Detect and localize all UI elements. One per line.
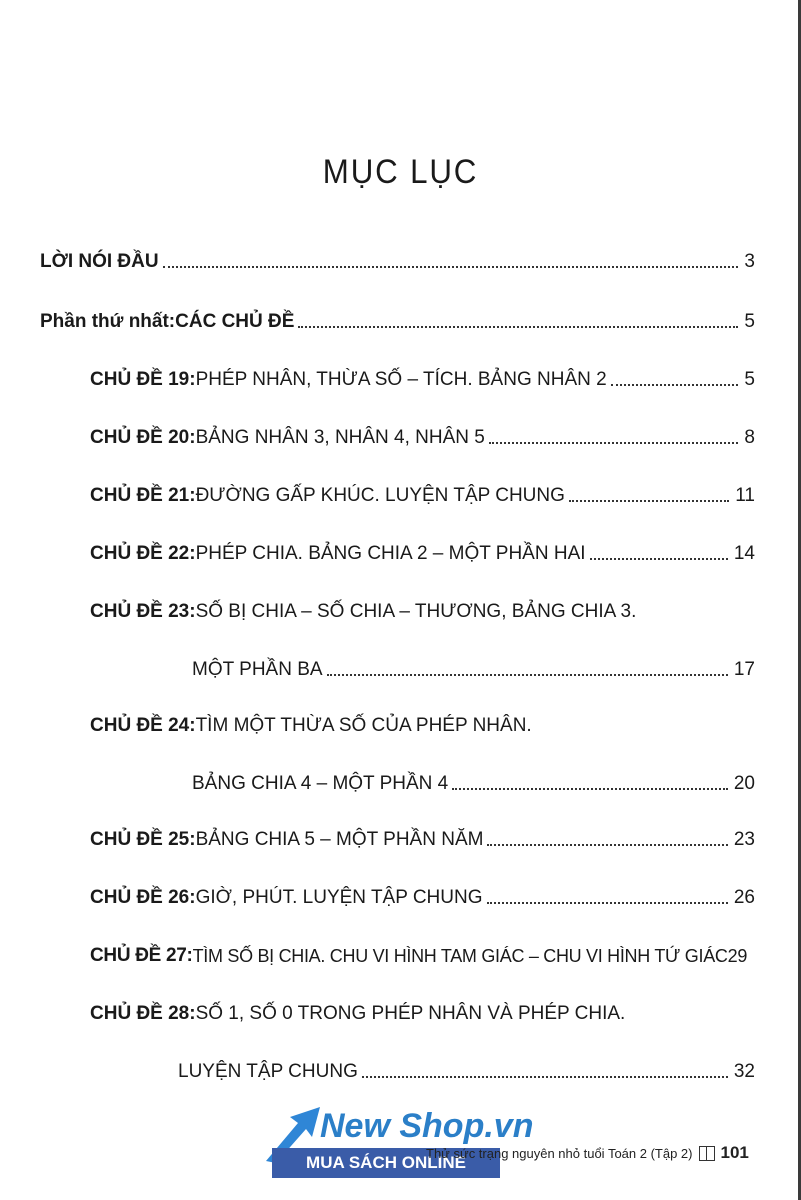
leader-dots <box>611 384 739 386</box>
toc-page-number: 32 <box>733 1061 755 1082</box>
toc-row-topic-23-cont <box>192 653 755 681</box>
toc-page-number: 3 <box>744 251 755 272</box>
book-icon <box>699 1146 715 1161</box>
toc-text: PHÉP CHIA. BẢNG CHIA 2 – MỘT PHẦN HAI <box>195 543 586 564</box>
toc-lead: Phần thứ nhất: <box>40 311 176 332</box>
leader-dots <box>163 266 739 268</box>
toc-page-number: 14 <box>733 543 755 564</box>
toc-page-number: 23 <box>733 829 755 850</box>
toc-page-number: 17 <box>733 659 755 680</box>
toc-row-topic-22 <box>90 537 755 565</box>
toc-row-topic-26 <box>90 881 755 909</box>
leader-dots <box>590 558 728 560</box>
toc-lead: LỜI NÓI ĐẦU <box>40 251 159 272</box>
toc-row-topic-23 <box>90 595 755 623</box>
toc-page-number: 26 <box>733 887 755 908</box>
toc-text: SỐ 1, SỐ 0 TRONG PHÉP NHÂN VÀ PHÉP CHIA. <box>195 1003 626 1024</box>
toc-text: ĐƯỜNG GẤP KHÚC. LUYỆN TẬP CHUNG <box>195 485 565 506</box>
leader-dots <box>362 1076 728 1078</box>
page-number: 101 <box>720 1143 749 1162</box>
toc-text: MỘT PHẦN BA <box>192 659 323 680</box>
leader-dots <box>489 442 739 444</box>
toc-page-number: 11 <box>735 485 755 506</box>
toc-text: SỐ BỊ CHIA – SỐ CHIA – THƯƠNG, BẢNG CHIA 3. <box>195 601 637 622</box>
leader-dots <box>487 844 727 846</box>
toc-lead: CHỦ ĐỀ 19: <box>90 369 196 390</box>
leader-dots <box>487 902 728 904</box>
toc-text: TÌM SỐ BỊ CHIA. CHU VI HÌNH TAM GIÁC – CHU VI HÌNH TỨ GIÁC29 <box>192 946 748 966</box>
toc-page-number: 20 <box>733 773 755 794</box>
toc-lead: CHỦ ĐỀ 28: <box>90 1003 196 1024</box>
leader-dots <box>452 788 728 790</box>
toc-row-topic-21 <box>90 479 755 507</box>
toc-text: BẢNG NHÂN 3, NHÂN 4, NHÂN 5 <box>195 427 485 448</box>
toc-row-part-one <box>40 305 755 333</box>
toc-row-topic-24-cont <box>192 767 755 795</box>
toc-text: BẢNG CHIA 5 – MỘT PHẦN NĂM <box>195 829 484 850</box>
toc-row-topic-28 <box>90 997 755 1025</box>
toc-lead: CHỦ ĐỀ 27: <box>90 945 193 966</box>
toc-lead: CHỦ ĐỀ 20: <box>90 427 196 448</box>
book-title: Thử sức trạng nguyên nhỏ tuổi Toán 2 (Tập 2) <box>426 1145 693 1161</box>
toc-lead: CHỦ ĐỀ 25: <box>90 829 196 850</box>
toc-lead: CHỦ ĐỀ 21: <box>90 485 196 506</box>
toc-row-topic-25 <box>90 823 755 851</box>
toc-row-preface <box>40 245 755 273</box>
toc-lead: CHỦ ĐỀ 24: <box>90 715 196 736</box>
toc-page-number: 5 <box>744 369 755 390</box>
brand-badge: MUA SÁCH ONLINE <box>272 1148 500 1178</box>
toc-text: PHÉP NHÂN, THỪA SỐ – TÍCH. BẢNG NHÂN 2 <box>195 369 607 390</box>
toc-row-topic-27 <box>90 939 770 967</box>
toc-row-topic-24 <box>90 709 755 737</box>
toc-row-topic-28-cont <box>178 1055 755 1083</box>
page-title: MỤC LỤC <box>322 153 479 191</box>
toc-row-topic-19 <box>90 363 755 391</box>
brand-name: New Shop.vn <box>320 1107 534 1145</box>
toc-text: LUYỆN TẬP CHUNG <box>178 1061 358 1082</box>
leader-dots <box>569 500 729 502</box>
toc-page-number: 8 <box>744 427 755 448</box>
toc-text: GIỜ, PHÚT. LUYỆN TẬP CHUNG <box>195 887 483 908</box>
page-footer <box>426 1143 749 1163</box>
toc-page-number: 5 <box>744 311 755 332</box>
toc-text: BẢNG CHIA 4 – MỘT PHẦN 4 <box>192 773 449 794</box>
toc-lead: CHỦ ĐỀ 22: <box>90 543 196 564</box>
toc-row-topic-20 <box>90 421 755 449</box>
toc-text: TÌM MỘT THỪA SỐ CỦA PHÉP NHÂN. <box>195 715 532 736</box>
toc-text: CÁC CHỦ ĐỀ <box>175 311 295 332</box>
toc-lead: CHỦ ĐỀ 26: <box>90 887 196 908</box>
toc-lead: CHỦ ĐỀ 23: <box>90 601 196 622</box>
leader-dots <box>327 674 728 676</box>
leader-dots <box>298 326 738 328</box>
